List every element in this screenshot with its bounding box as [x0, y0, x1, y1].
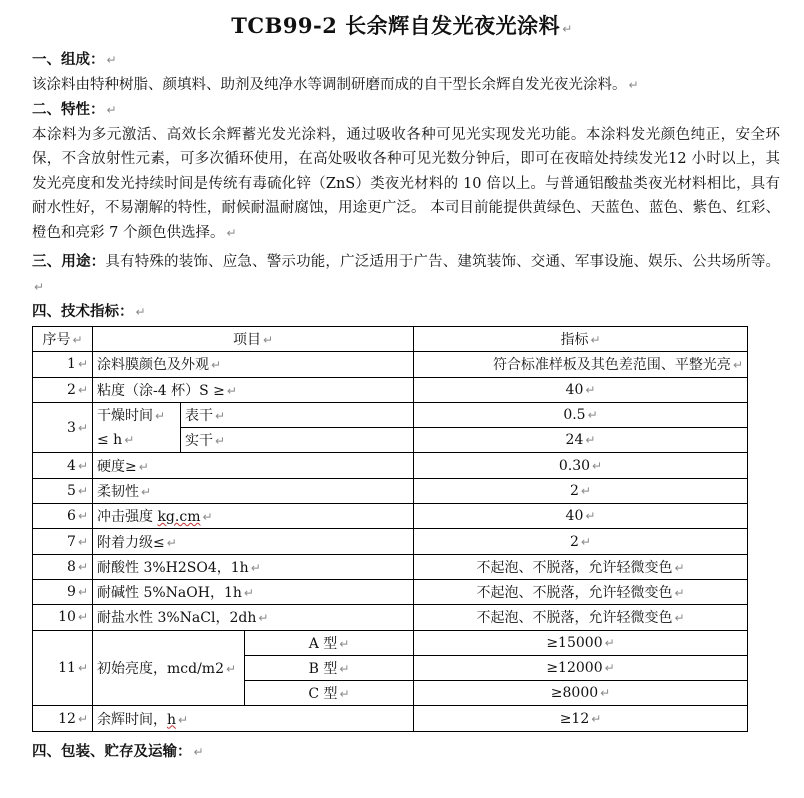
- row-no: 3 ↵: [33, 402, 93, 453]
- row-item: 干燥时间 ↵ ≤ h ↵: [93, 402, 181, 453]
- table-row: [33, 605, 748, 630]
- row-no: 7 ↵: [33, 529, 93, 554]
- row-item: 粘度（涂-4 杯）S ≥ ↵: [93, 377, 414, 402]
- table-header-row: [33, 327, 748, 352]
- row-no: 12 ↵: [33, 706, 93, 731]
- packaging-section: [32, 740, 780, 765]
- row-value: 40 ↵: [414, 377, 748, 402]
- features-section: [32, 98, 780, 245]
- row-no: 8 ↵: [33, 554, 93, 579]
- row-type-label: B 型 ↵: [245, 655, 414, 680]
- row-no: 9 ↵: [33, 579, 93, 604]
- composition-section: [32, 48, 780, 97]
- usage-section: [32, 250, 780, 299]
- row-subitem-surface-dry: 表干 ↵: [181, 402, 414, 427]
- spec-table: [32, 326, 748, 732]
- table-row: [33, 529, 748, 554]
- table-row: [33, 453, 748, 478]
- row-item: 初始亮度，mcd/m2 ↵: [93, 630, 245, 706]
- row-item: 冲击强度 kg.cm ↵: [93, 504, 414, 529]
- usage-text: 三、用途：具有特殊的装饰、应急、警示功能，广泛适用于广告、建筑装饰、交通、军事设施、娱乐、公共场所等。↵: [32, 253, 781, 294]
- spec-table-wrap: [32, 326, 748, 732]
- row-item: 硬度≥ ↵: [93, 453, 414, 478]
- packaging-heading: 四、包装、贮存及运输： ↵: [32, 743, 204, 760]
- composition-heading: 一、组成： ↵: [32, 51, 117, 68]
- row-item: 柔韧性 ↵: [93, 478, 414, 503]
- row-value: 40 ↵: [414, 504, 748, 529]
- paragraph-mark: ↵: [562, 22, 573, 36]
- row-item: 余辉时间，h ↵: [93, 706, 414, 731]
- row-item: 耐酸性 3%H2SO4，1h ↵: [93, 554, 414, 579]
- composition-text: 该涂料由特种树脂、颜填料、助剂及纯净水等调制研磨而成的自干型长余辉自发光夜光涂料。 ↵: [32, 76, 639, 93]
- row-value: 2 ↵: [414, 529, 748, 554]
- row-value: ≥8000 ↵: [414, 681, 748, 706]
- row-subitem-hard-dry: 实干 ↵: [181, 428, 414, 453]
- row-value: 24 ↵: [414, 428, 748, 453]
- row-no: 11 ↵: [33, 630, 93, 706]
- row-item: 涂料膜颜色及外观 ↵: [93, 352, 414, 377]
- header-item: 项目 ↵: [93, 327, 414, 352]
- row-no: 10 ↵: [33, 605, 93, 630]
- usage-heading: 三、用途：: [32, 253, 106, 270]
- row-value: 不起泡、不脱落，允许轻微变色 ↵: [414, 579, 748, 604]
- row-value: 符合标准样板及其色差范围、平整光亮 ↵: [414, 352, 748, 377]
- row-item: 耐盐水性 3%NaCl，2dh ↵: [93, 605, 414, 630]
- table-row: [33, 352, 748, 377]
- table-row: [33, 554, 748, 579]
- table-row: [33, 630, 748, 655]
- table-row: [33, 402, 748, 427]
- row-value: ≥15000 ↵: [414, 630, 748, 655]
- row-value: 0.30 ↵: [414, 453, 748, 478]
- row-no: 4 ↵: [33, 453, 93, 478]
- row-value: 0.5 ↵: [414, 402, 748, 427]
- table-row: [33, 706, 748, 731]
- features-heading: 二、特性： ↵: [32, 101, 117, 118]
- row-no: 1 ↵: [33, 352, 93, 377]
- specs-section: [32, 300, 780, 325]
- table-row: [33, 579, 748, 604]
- row-value: ≥12 ↵: [414, 706, 748, 731]
- table-row: [33, 377, 748, 402]
- row-value: 2 ↵: [414, 478, 748, 503]
- table-row: [33, 504, 748, 529]
- row-type-label: C 型 ↵: [245, 681, 414, 706]
- row-item: 耐碱性 5%NaOH，1h ↵: [93, 579, 414, 604]
- row-value: 不起泡、不脱落，允许轻微变色 ↵: [414, 554, 748, 579]
- features-text: 本涂料为多元激活、高效长余辉蓄光发光涂料，通过吸收各种可见光实现发光功能。本涂料发光颜色纯正，安全环保，不含放射性元素，可多次循环使用，在高处吸收各种可见光数分钟后，即可在夜暗处持续发光12 小时以上，其发光亮度和发光持续时间是传统有毒硫化锌（ZnS）类夜光材料的 10 倍以上。与普通铝酸盐类夜光材料相比，具有耐水性好，不易潮解的特性，耐候耐温耐腐蚀，用途更广泛。 本司目前能提供黄绿色、天蓝色、蓝色、紫色、红彩、橙色和亮彩 7 个颜色供选择。 ↵: [32, 126, 780, 241]
- title-text: TCB99-2 长余辉自发光夜光涂料: [231, 13, 561, 38]
- document-title: [0, 10, 804, 40]
- header-value: 指标 ↵: [414, 327, 748, 352]
- row-value: ≥12000 ↵: [414, 655, 748, 680]
- row-no: 2 ↵: [33, 377, 93, 402]
- row-item: 附着力级≤ ↵: [93, 529, 414, 554]
- header-no: 序号 ↵: [33, 327, 93, 352]
- table-row: [33, 478, 748, 503]
- row-value: 不起泡、不脱落，允许轻微变色 ↵: [414, 605, 748, 630]
- row-no: 5 ↵: [33, 478, 93, 503]
- specs-heading: 四、技术指标： ↵: [32, 303, 146, 320]
- row-no: 6 ↵: [33, 504, 93, 529]
- row-type-label: A 型 ↵: [245, 630, 414, 655]
